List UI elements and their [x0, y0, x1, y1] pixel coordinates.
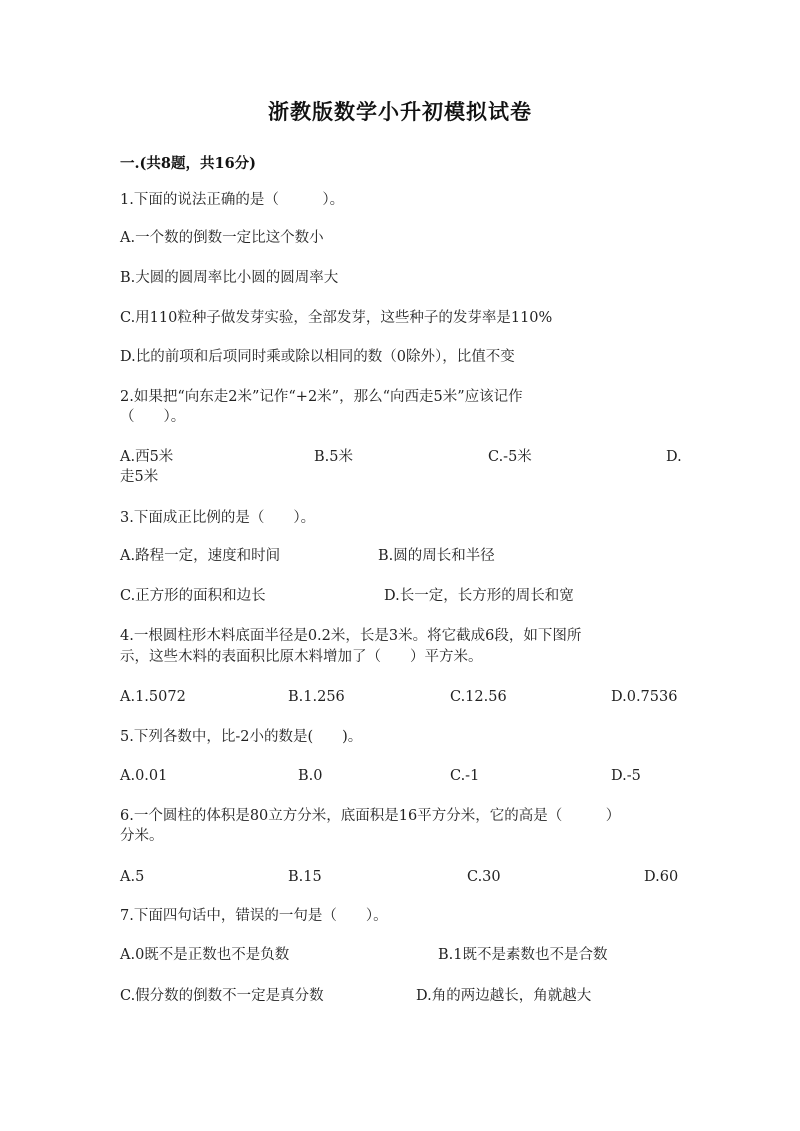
- question-3-option-a: A.路程一定，速度和时间: [120, 548, 281, 564]
- question-1-option-c: C.用110粒种子做发芽实验，全部发芽，这些种子的发芽率是110%: [120, 310, 553, 326]
- question-4-option-c: C.12.56: [450, 689, 507, 705]
- question-7-option-a: A.0既不是正数也不是负数: [120, 947, 290, 963]
- page-title: 浙教版数学小升初模拟试卷: [268, 99, 532, 124]
- question-4-option-b: B.1.256: [288, 689, 345, 705]
- question-5-option-b: B.0: [298, 768, 323, 784]
- question-5-option-a: A.0.01: [120, 768, 168, 784]
- question-7-option-c: C.假分数的倒数不一定是真分数: [120, 988, 324, 1004]
- question-6-option-d: D.60: [644, 869, 679, 885]
- question-1-option-b: B.大圆的圆周率比小圆的圆周率大: [120, 270, 339, 286]
- question-3-stem: 3.下面成正比例的是（ ）。: [120, 510, 316, 526]
- question-6-stem-line-1: 6.一个圆柱的体积是80立方分米，底面积是16平方分米，它的高是（ ）: [120, 808, 621, 824]
- question-1-stem: 1.下面的说法正确的是（ ）。: [120, 192, 345, 208]
- section-header: 一.(共8题，共16分): [120, 155, 257, 172]
- question-7-option-d: D.角的两边越长，角就越大: [416, 988, 592, 1004]
- question-1-option-a: A.一个数的倒数一定比这个数小: [120, 230, 324, 246]
- question-5-option-d: D.-5: [611, 768, 641, 784]
- question-3-options-row-1: [120, 546, 680, 566]
- question-2-options: [120, 447, 680, 467]
- question-6-options: [120, 867, 680, 887]
- question-2-option-b: B.5米: [314, 449, 353, 465]
- question-7-options-row-2: [120, 986, 680, 1006]
- question-4-stem-line-2: 示，这些木料的表面积比原木料增加了（ ）平方米。: [120, 649, 483, 665]
- question-2-option-d: D.: [666, 449, 682, 465]
- question-7-option-b: B.1既不是素数也不是合数: [438, 947, 608, 963]
- question-2-stem-line-2: （ ）。: [120, 409, 186, 425]
- question-5-options: [120, 766, 680, 786]
- question-4-options: [120, 687, 680, 707]
- question-7-options-row-1: [120, 945, 680, 965]
- question-3-option-d: D.长一定，长方形的周长和宽: [384, 588, 574, 604]
- question-1-option-d: D.比的前项和后项同时乘或除以相同的数（0除外），比值不变: [120, 349, 515, 365]
- question-6-stem-line-2: 分米。: [120, 828, 164, 844]
- question-4-stem-line-1: 4.一根圆柱形木料底面半径是0.2米，长是3米。将它截成6段，如下图所: [120, 628, 582, 644]
- question-2-stem-line-1: 2.如果把“向东走2米”记作“+2米”，那么“向西走5米”应该记作: [120, 389, 523, 405]
- question-5-option-c: C.-1: [450, 768, 480, 784]
- question-7-stem: 7.下面四句话中，错误的一句是（ ）。: [120, 908, 388, 924]
- question-3-option-c: C.正方形的面积和边长: [120, 588, 266, 604]
- question-2-option-a: A.西5米: [120, 449, 174, 465]
- question-5-stem: 5.下列各数中，比-2小的数是( )。: [120, 729, 363, 745]
- question-6-option-a: A.5: [120, 869, 145, 885]
- question-6-option-c: C.30: [467, 869, 501, 885]
- question-4-option-d: D.0.7536: [611, 689, 678, 705]
- question-6-option-b: B.15: [288, 869, 322, 885]
- question-3-option-b: B.圆的周长和半径: [378, 548, 495, 564]
- question-4-option-a: A.1.5072: [120, 689, 186, 705]
- question-2-option-d-overflow: 走5米: [120, 469, 159, 485]
- question-2-option-c: C.-5米: [488, 449, 532, 465]
- question-3-options-row-2: [120, 586, 680, 606]
